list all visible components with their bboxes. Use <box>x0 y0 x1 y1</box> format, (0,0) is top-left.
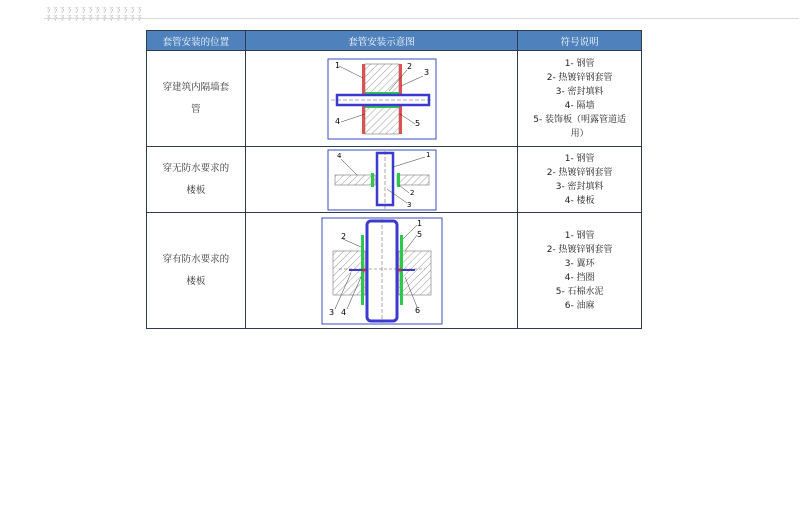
callout-label: 5 <box>416 229 422 239</box>
position-text: 楼板 <box>186 184 206 196</box>
floor-slab <box>399 251 431 295</box>
legend-item: 1- 钢管 <box>564 58 595 69</box>
callout-label: 2 <box>340 231 346 241</box>
diagram-cell <box>245 51 518 147</box>
table-row <box>147 147 642 213</box>
wall-block <box>365 106 399 134</box>
callout-label: 3 <box>423 67 429 77</box>
steel-sleeve <box>397 173 400 187</box>
position-text: 穿建筑内隔墙套 <box>162 81 230 93</box>
position-text: 穿无防水要求的 <box>162 162 230 174</box>
wall-sleeve-diagram <box>327 58 437 140</box>
waterproof-floor-sleeve-diagram <box>321 217 443 325</box>
legend-item: 2- 热镀锌钢套管 <box>546 244 613 255</box>
header-divider <box>44 18 799 19</box>
legend-cell <box>518 51 642 147</box>
wing-ring <box>349 269 363 271</box>
legend-item: 5- 装饰板（明露管道适 <box>533 114 627 125</box>
legend-item: 用） <box>570 128 589 139</box>
header-scribble-line: ㄋㄋㄋㄋㄋㄋㄋㄋㄋㄋㄋㄋㄋㄋ <box>44 5 142 14</box>
legend-item: 5- 石棉水泥 <box>555 286 604 297</box>
floor-slab <box>333 251 365 295</box>
column-header-position: 套管安装的位置 <box>147 31 246 51</box>
legend-item: 3- 翼环 <box>564 258 595 269</box>
callout-label: 5 <box>414 118 420 128</box>
legend-item: 3- 密封填料 <box>555 86 604 97</box>
sleeve-installation-table <box>146 30 642 329</box>
floor-slab <box>397 175 429 185</box>
diagram-cell <box>245 213 518 329</box>
position-text: 穿有防水要求的 <box>162 253 230 265</box>
position-text: 楼板 <box>186 275 206 287</box>
table-row <box>147 213 642 329</box>
steel-sleeve <box>371 173 374 187</box>
diagram-cell <box>245 147 518 213</box>
wing-ring <box>401 269 415 271</box>
floor-sleeve-diagram <box>327 149 437 211</box>
legend-item: 2- 热镀锌钢套管 <box>546 167 613 178</box>
wall-block <box>365 64 399 94</box>
legend-item: 1- 钢管 <box>564 230 595 241</box>
legend-item: 4- 楼板 <box>564 195 595 206</box>
floor-slab <box>335 175 375 185</box>
table-header-row <box>147 31 642 51</box>
callout-label: 1 <box>425 150 430 159</box>
position-cell <box>147 147 246 213</box>
legend-item: 2- 热镀锌钢套管 <box>546 72 613 83</box>
legend-cell <box>518 213 642 329</box>
callout-label: 6 <box>414 305 420 315</box>
legend-item: 3- 密封填料 <box>555 181 604 192</box>
callout-label: 1 <box>416 218 422 228</box>
column-header-diagram: 套管安装示意图 <box>245 31 518 51</box>
callout-label: 1 <box>334 60 340 70</box>
legend-item: 4- 挡圈 <box>564 272 595 283</box>
position-text: 管 <box>191 103 201 115</box>
callout-label: 4 <box>334 116 340 126</box>
header-scribble <box>44 6 144 22</box>
position-cell <box>147 213 246 329</box>
callout-label: 3 <box>406 200 411 209</box>
legend-item: 1- 钢管 <box>564 153 595 164</box>
callout-label: 4 <box>336 151 341 160</box>
callout-label: 2 <box>409 188 414 197</box>
callout-label: 2 <box>406 61 412 71</box>
callout-label: 4 <box>340 307 346 317</box>
legend-item: 6- 油麻 <box>564 300 595 311</box>
callout-label: 3 <box>328 307 334 317</box>
legend-item: 4- 隔墙 <box>564 100 595 111</box>
column-header-legend: 符号说明 <box>518 31 642 51</box>
position-cell <box>147 51 246 147</box>
table-row <box>147 51 642 147</box>
legend-cell <box>518 147 642 213</box>
